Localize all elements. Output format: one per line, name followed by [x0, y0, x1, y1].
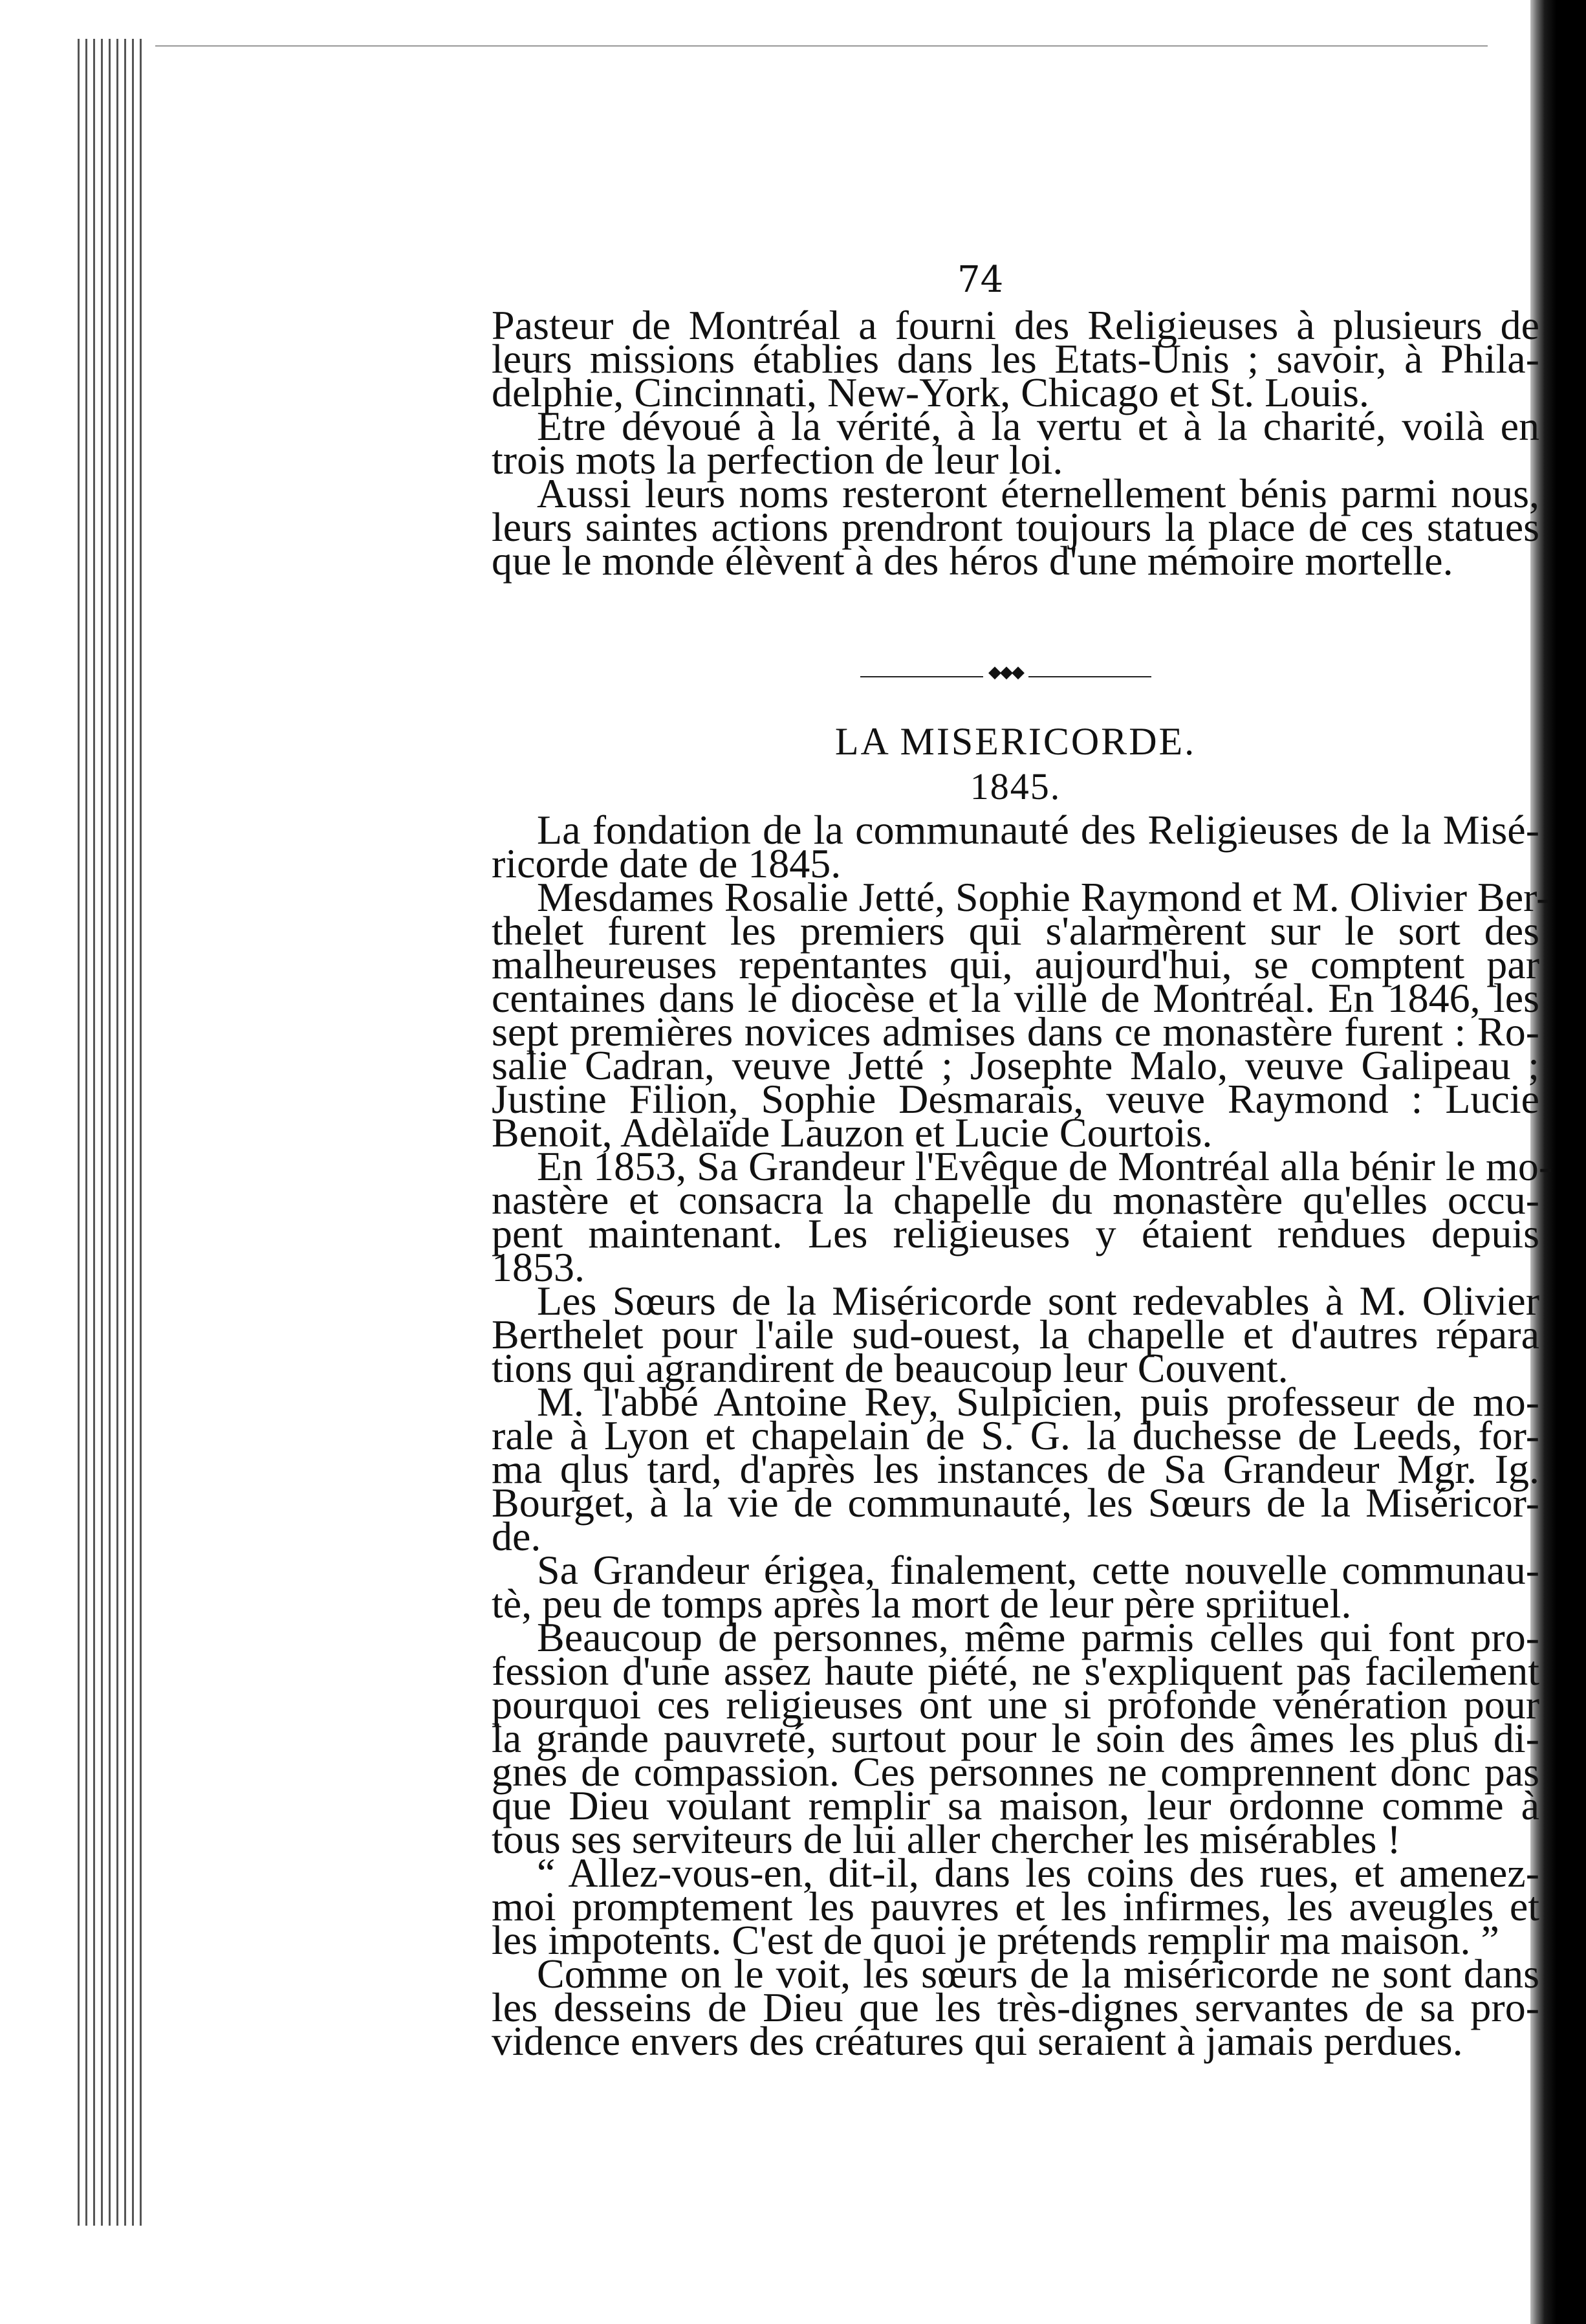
- text-line: rale à Lyon et chapelain de S. G. la duchesse de Leeds, for-: [492, 1412, 1539, 1458]
- text-line: leurs missions établies dans les Etats-Unis ; savoir, à Phila-: [492, 336, 1539, 382]
- text-line: ma qlus tard, d'après les instances de Sa Grandeur Mgr. Ig.: [492, 1446, 1539, 1492]
- text-line: M. l'abbé Antoine Rey, Sulpicien, puis professeur de mo-: [537, 1379, 1539, 1425]
- text-line: les impotents. C'est de quoi je prétends remplir ma maison. ”: [492, 1917, 1499, 1963]
- text-line: moi promptement les pauvres et les infirmes, les aveugles et: [492, 1883, 1539, 1929]
- text-line: malheureuses repentantes qui, aujourd'hui, se comptent par: [492, 941, 1539, 987]
- text-line: vidence envers des créatures qui seraient à jamais perdues.: [492, 2018, 1463, 2064]
- text-line: les desseins de Dieu que les très-dignes servantes de sa pro-: [492, 1984, 1539, 2030]
- text-line: Pasteur de Montréal a fourni des Religieuses à plusieurs de: [492, 302, 1539, 348]
- section-divider: [860, 663, 1151, 683]
- text-line: nastère et consacra la chapelle du monastère qu'elles occu-: [492, 1177, 1539, 1223]
- text-line: La fondation de la communauté des Religieuses de la Misé-: [537, 807, 1539, 853]
- text-line: que Dieu voulant remplir sa maison, leur ordonne comme à: [492, 1782, 1539, 1828]
- page-edges: [78, 39, 149, 2226]
- text-line: Sa Grandeur érigea, finalement, cette nouvelle communau-: [537, 1547, 1539, 1593]
- text-line: En 1853, Sa Grandeur l'Evêque de Montréal alla bénir le mo-: [537, 1143, 1553, 1189]
- text-line: Aussi leurs noms resteront éternellement bénis parmi nous,: [537, 470, 1539, 516]
- text-line: Comme on le voit, les sœurs de la miséricorde ne sont dans: [537, 1951, 1539, 1997]
- text-line: Berthelet pour l'aile sud-ouest, la chapelle et d'autres répara: [492, 1311, 1539, 1357]
- text-line: Justine Filion, Sophie Desmarais, veuve Raymond : Lucie: [492, 1076, 1539, 1122]
- text-line: Mesdames Rosalie Jetté, Sophie Raymond et M. Olivier Ber-: [537, 874, 1550, 920]
- text-line: Etre dévoué à la vérité, à la vertu et à la charité, voilà en: [537, 403, 1539, 449]
- text-line: Les Sœurs de la Miséricorde sont redevables à M. Olivier: [537, 1278, 1539, 1324]
- text-line: 1853.: [492, 1244, 585, 1290]
- text-line: trois mots la perfection de leur loi.: [492, 437, 1063, 483]
- text-line: pent maintenant. Les religieuses y étaient rendues depuis: [492, 1211, 1539, 1256]
- text-line: gnes de compassion. Ces personnes ne comprennent donc pas: [492, 1749, 1539, 1795]
- text-line: sept premières novices admises dans ce monastère furent : Ro-: [492, 1009, 1539, 1055]
- text-line: Beaucoup de personnes, même parmis celles qui font pro-: [537, 1614, 1539, 1660]
- text-line: tous ses serviteurs de lui aller chercher les misérables !: [492, 1816, 1401, 1862]
- book-page: [155, 45, 1553, 2246]
- section-title: LA MISERICORDE.: [834, 720, 1197, 763]
- text-line: leurs saintes actions prendront toujours la place de ces statues: [492, 504, 1539, 550]
- divider-ornament: ◆◆◆: [988, 663, 1023, 682]
- text-line: ricorde date de 1845.: [492, 840, 842, 886]
- text-line: pourquoi ces religieuses ont une si profonde vénération pour: [492, 1682, 1539, 1727]
- text-line: salie Cadran, veuve Jetté ; Josephte Malo, veuve Galipeau ;: [492, 1042, 1539, 1088]
- text-line: que le monde élèvent à des héros d'une mémoire mortelle.: [492, 538, 1453, 584]
- text-line: centaines dans le diocèse et la ville de Montréal. En 1846, les: [492, 975, 1539, 1021]
- page-number: 74: [957, 259, 1004, 301]
- text-line: thelet furent les premiers qui s'alarmèrent sur le sort des: [492, 908, 1539, 954]
- body-paragraphs: [492, 807, 1553, 2064]
- text-line: tions qui agrandirent de beaucoup leur Couvent.: [492, 1345, 1288, 1391]
- text-line: “ Allez-vous-en, dit-il, dans les coins des rues, et amenez-: [537, 1850, 1539, 1896]
- text-line: Bourget, à la vie de communauté, les Sœurs de la Miséricor-: [492, 1480, 1539, 1526]
- intro-paragraphs: [492, 302, 1539, 584]
- text-line: Benoit, Adèlaïde Lauzon et Lucie Courtois.: [492, 1110, 1213, 1156]
- text-line: la grande pauvreté, surtout pour le soin des âmes les plus di-: [492, 1715, 1539, 1761]
- text-line: delphie, Cincinnati, New-York, Chicago et St. Louis.: [492, 369, 1369, 415]
- text-line: fession d'une assez haute piété, ne s'expliquent pas facilement: [492, 1648, 1539, 1694]
- section-year: 1845.: [970, 765, 1061, 807]
- text-line: tè, peu de tomps après la mort de leur père spriituel.: [492, 1581, 1352, 1627]
- text-line: de.: [492, 1513, 541, 1559]
